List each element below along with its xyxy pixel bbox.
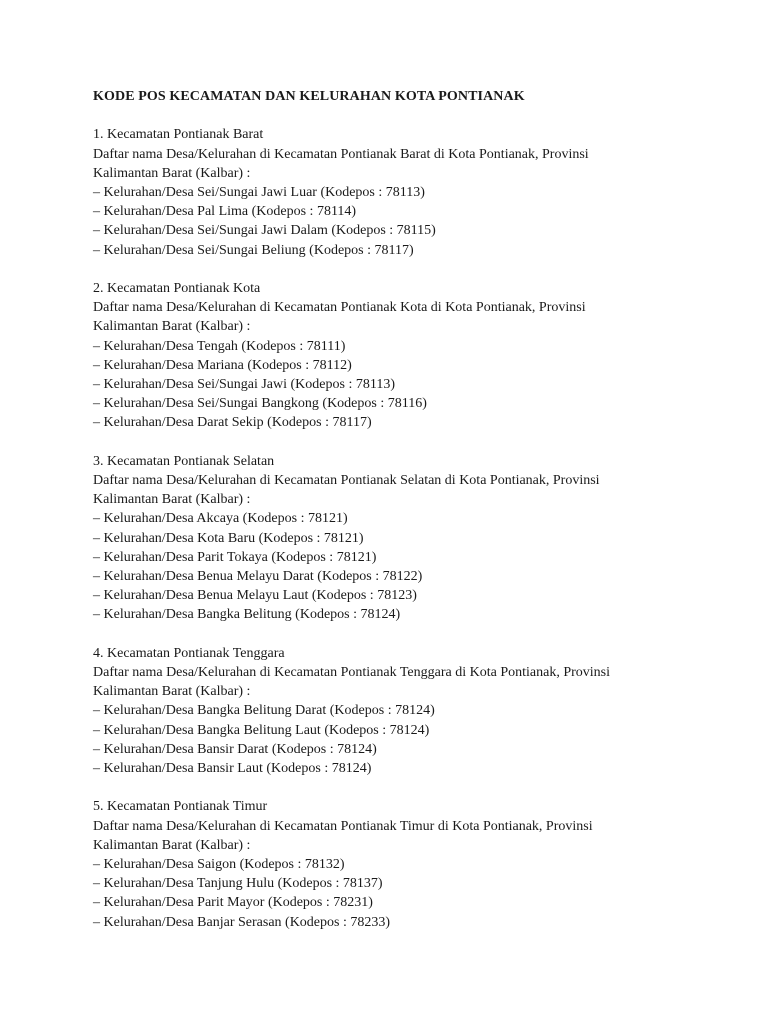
list-item: – Kelurahan/Desa Darat Sekip (Kodepos : 78117) [93,415,372,431]
list-item: – Kelurahan/Desa Akcaya (Kodepos : 78121) [93,511,348,527]
section-heading: 1. Kecamatan Pontianak Barat [93,127,264,143]
section-description: Daftar nama Desa/Kelurahan di Kecamatan Pontianak Timur di Kota Pontianak, Provinsi [93,818,593,834]
list-item: – Kelurahan/Desa Mariana (Kodepos : 78112) [93,357,352,373]
section-description: Daftar nama Desa/Kelurahan di Kecamatan Pontianak Kota di Kota Pontianak, Provinsi [93,300,586,316]
list-item: – Kelurahan/Desa Bansir Darat (Kodepos : 78124) [93,741,377,757]
list-item: – Kelurahan/Desa Parit Tokaya (Kodepos : 78121) [93,549,377,565]
section-heading: 3. Kecamatan Pontianak Selatan [93,453,275,469]
list-item: – Kelurahan/Desa Sei/Sungai Jawi (Kodepos : 78113) [93,377,395,393]
list-item: – Kelurahan/Desa Sei/Sungai Jawi Luar (Kodepos : 78113) [93,185,425,200]
list-item: – Kelurahan/Desa Banjar Serasan (Kodepos : 78233) [93,914,391,930]
list-item: – Kelurahan/Desa Benua Melayu Laut (Kodepos : 78123) [93,588,417,604]
section-pontianak-timur [93,797,733,931]
list-item: – Kelurahan/Desa Bansir Laut (Kodepos : 78124) [93,761,372,777]
section-pontianak-selatan [93,452,733,625]
section-description: Daftar nama Desa/Kelurahan di Kecamatan Pontianak Barat di Kota Pontianak, Provinsi [93,146,589,162]
list-item: – Kelurahan/Desa Sei/Sungai Bangkong (Kodepos : 78116) [93,396,427,412]
list-item: – Kelurahan/Desa Tanjung Hulu (Kodepos : 78137) [93,876,383,892]
section-pontianak-tenggara [93,644,733,778]
section-description: Kalimantan Barat (Kalbar) : [93,492,251,508]
list-item: – Kelurahan/Desa Saigon (Kodepos : 78132) [93,857,345,873]
list-item: – Kelurahan/Desa Sei/Sungai Jawi Dalam (Kodepos : 78115) [93,223,436,239]
list-item: – Kelurahan/Desa Bangka Belitung (Kodepos : 78124) [93,607,401,623]
section-heading: 5. Kecamatan Pontianak Timur [93,799,268,815]
document-title: KODE POS KECAMATAN DAN KELURAHAN KOTA PONTIANAK [93,89,525,104]
section-description: Kalimantan Barat (Kalbar) : [93,684,251,700]
section-description: Kalimantan Barat (Kalbar) : [93,837,251,853]
section-description: Daftar nama Desa/Kelurahan di Kecamatan Pontianak Selatan di Kota Pontianak, Provinsi [93,473,600,489]
document-page [93,87,733,951]
list-item: – Kelurahan/Desa Kota Baru (Kodepos : 78121) [93,530,364,546]
list-item: – Kelurahan/Desa Parit Mayor (Kodepos : 78231) [93,895,373,911]
section-pontianak-barat [93,125,733,259]
section-heading: 2. Kecamatan Pontianak Kota [93,281,261,296]
list-item: – Kelurahan/Desa Bangka Belitung Laut (Kodepos : 78124) [93,722,430,738]
section-description: Daftar nama Desa/Kelurahan di Kecamatan Pontianak Tenggara di Kota Pontianak, Provinsi [93,665,610,681]
section-description: Kalimantan Barat (Kalbar) : [93,319,251,335]
list-item: – Kelurahan/Desa Pal Lima (Kodepos : 78114) [93,204,357,220]
list-item: – Kelurahan/Desa Tengah (Kodepos : 78111) [93,338,346,354]
list-item: – Kelurahan/Desa Sei/Sungai Beliung (Kodepos : 78117) [93,242,414,258]
list-item: – Kelurahan/Desa Bangka Belitung Darat (Kodepos : 78124) [93,703,435,719]
section-heading: 4. Kecamatan Pontianak Tenggara [93,645,285,661]
section-pontianak-kota [93,279,733,433]
list-item: – Kelurahan/Desa Benua Melayu Darat (Kodepos : 78122) [93,569,423,585]
section-description: Kalimantan Barat (Kalbar) : [93,165,251,181]
